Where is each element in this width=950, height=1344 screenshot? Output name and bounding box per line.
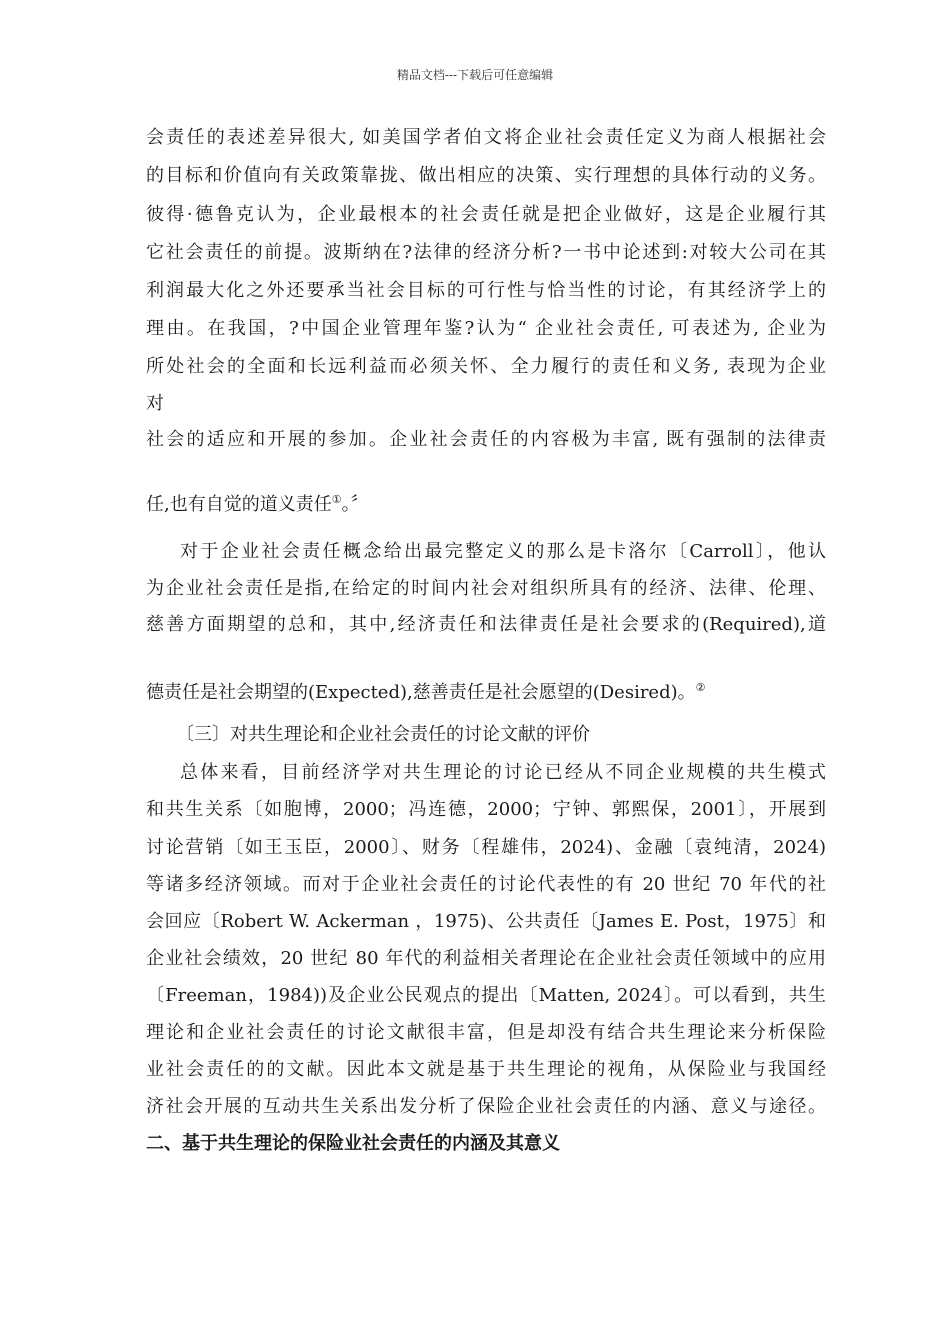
paragraph-line: 为企业社会责任是指,在给定的时间内社会对组织所具有的经济、法律、伦理、 xyxy=(146,578,826,599)
page-header: 精品文档---下载后可任意编辑 xyxy=(396,68,554,82)
paragraph-line: 理由。在我国，?中国企业管理年鉴?认为“ 企业社会责任, 可表述为, 企业为 xyxy=(146,318,826,339)
paragraph-line: 利润最大化之外还要承当社会目标的可行性与恰当性的讨论，有其经济学上的 xyxy=(146,280,826,301)
paragraph-line: 理论和企业社会责任的讨论文献很丰富，但是却没有结合共生理论来分析保险 xyxy=(146,1022,826,1043)
paragraph-line: 总体来看，目前经济学对共生理论的讨论已经从不同企业规模的共生模式 xyxy=(180,762,826,783)
line-text: 德责任是社会期望的(Expected),慈善责任是社会愿望的(Desired)。 xyxy=(146,682,696,703)
footnote-marker-1: ① xyxy=(331,493,342,506)
paragraph-line: 等诸多经济领域。而对于企业社会责任的讨论代表性的有 20 世纪 70 年代的社 xyxy=(146,874,826,895)
paragraph-line: 所处社会的全面和长远利益而必须关怀、全力履行的责任和义务, 表现为企业 xyxy=(146,356,826,377)
paragraph-line: 和共生关系〔如胞博，2000；冯连德，2000；宁钟、郭熙保，2001〕，开展到 xyxy=(146,799,826,820)
line-text: 。〞 xyxy=(341,494,369,515)
section-subheading: 〔三〕对共生理论和企业社会责任的讨论文献的评价 xyxy=(176,724,590,745)
paragraph-line: 它社会责任的前提。波斯纳在?法律的经济分析?一书中论述到:对较大公司在其 xyxy=(146,242,826,263)
paragraph-line: 济社会开展的互动共生关系出发分析了保险企业社会责任的内涵、意义与途径。 xyxy=(146,1096,826,1117)
paragraph-line: 会责任的表述差异很大, 如美国学者伯文将企业社会责任定义为商人根据社会 xyxy=(146,127,826,148)
paragraph-line: 业社会责任的的文献。因此本文就是基于共生理论的视角，从保险业与我国经 xyxy=(146,1059,826,1080)
paragraph-line: 会回应〔Robert W. Ackerman ，1975)、公共责任〔James E. Post，1975〕和 xyxy=(146,911,826,932)
section-heading: 二、基于共生理论的保险业社会责任的内涵及其意义 xyxy=(146,1133,560,1154)
footnote-marker-2: ② xyxy=(695,681,706,694)
paragraph-line: 〔Freeman，1984))及企业公民观点的提出〔Matten, 2024〕。可以看到，共生 xyxy=(146,985,826,1006)
paragraph-line: 讨论营销〔如王玉臣，2000〕、财务〔程雄伟，2024)、金融〔袁纯清，2024) xyxy=(146,837,826,858)
paragraph-line: 企业社会绩效，20 世纪 80 年代的利益相关者理论在企业社会责任领域中的应用 xyxy=(146,948,826,969)
paragraph-line: 彼得·德鲁克认为，企业最根本的社会责任就是把企业做好，这是企业履行其 xyxy=(146,204,826,225)
paragraph-line xyxy=(146,676,826,705)
paragraph-line: 对于企业社会责任概念给出最完整定义的那么是卡洛尔〔Carroll〕，他认 xyxy=(180,541,826,562)
paragraph-line: 社会的适应和开展的参加。企业社会责任的内容极为丰富, 既有强制的法律责 xyxy=(146,429,826,450)
paragraph-line: 对 xyxy=(146,393,164,414)
paragraph-line: 慈善方面期望的总和，其中,经济责任和法律责任是社会要求的(Required),道 xyxy=(146,614,826,635)
paragraph-line xyxy=(146,488,826,517)
line-text: 任,也有自觉的道义责任 xyxy=(146,494,332,515)
paragraph-line: 的目标和价值向有关政策靠拢、做出相应的决策、实行理想的具体行动的义务。 xyxy=(146,165,826,186)
